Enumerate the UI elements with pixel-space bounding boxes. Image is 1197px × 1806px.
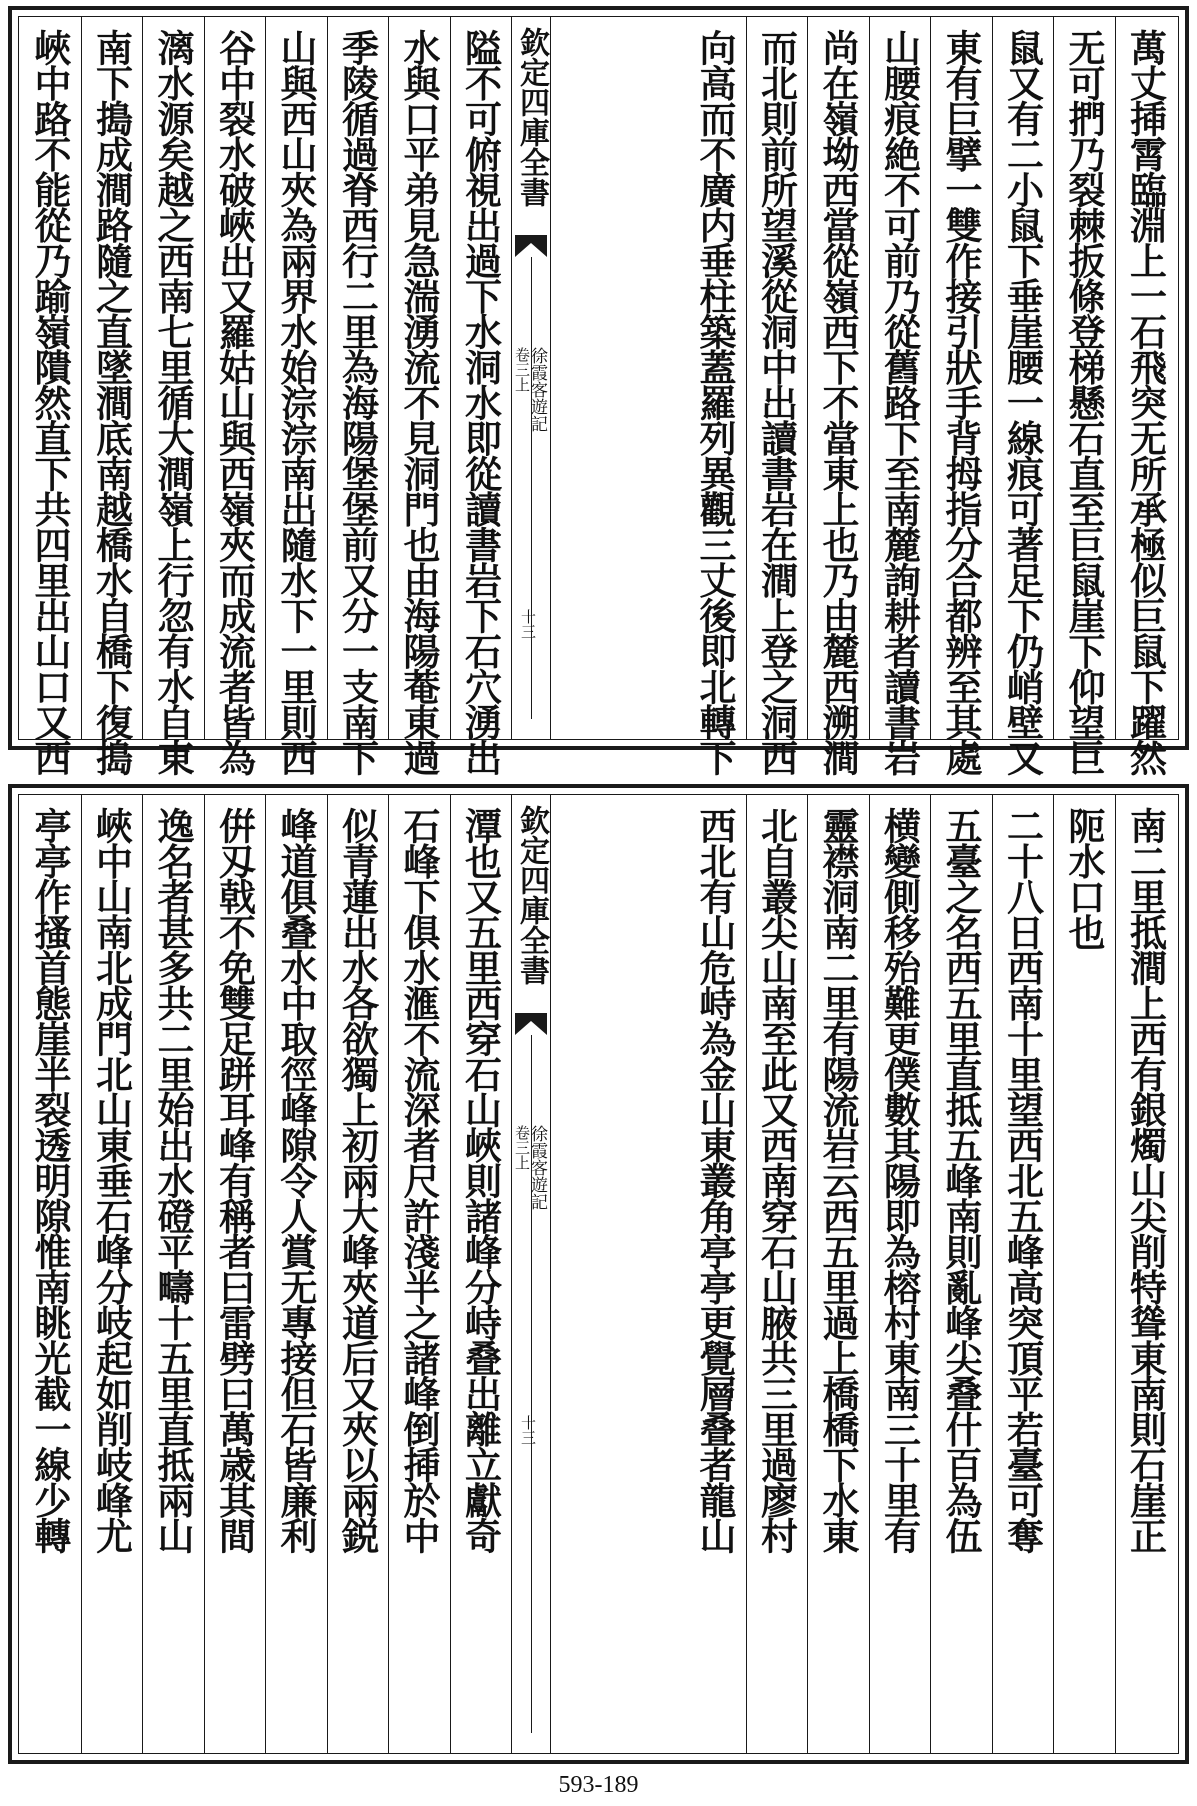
column-text: 似青蓮出水各欲獨上初兩大峰夾道后又夾以兩鋭	[335, 807, 380, 1553]
text-column	[930, 795, 992, 1753]
column-text: 水與口平弟見急湍湧流不見洞門也由海陽菴東過	[397, 29, 441, 775]
column-text: 石峰下俱水滙不流深者尺許淺半之諸峰倒揷於中	[397, 807, 441, 1553]
column-text: 東有巨擘一雙作接引狀手背拇指分合都辨至其處	[939, 29, 983, 775]
text-column	[930, 17, 992, 775]
column-text: 潭也又五里西穿石山峽則諸峰分峙叠出離立獻奇	[458, 807, 503, 1553]
column-text: 尚在嶺坳西當從嶺西下不當東上也乃由麓西溯澗	[816, 29, 860, 775]
column-text: 倂刄戟不免雙足跰耳峰有稱者曰雷劈曰萬歳其間	[212, 807, 257, 1553]
column-rule	[807, 795, 808, 1753]
text-column	[746, 17, 808, 775]
page-number: 593-189	[558, 1772, 639, 1798]
text-column	[19, 795, 81, 1753]
column-text: 山腰痕絶不可前乃從舊路下至南麓詢耕者讀書岩	[877, 29, 922, 775]
bottom-center-page: 十三	[519, 1415, 537, 1445]
text-column	[142, 17, 204, 775]
text-column	[204, 17, 266, 775]
column-rule	[869, 17, 870, 739]
text-column	[19, 17, 81, 775]
column-text: 而北則前所望溪從洞中出讀書岩在澗上登之洞西	[754, 29, 799, 775]
column-text: 季陵循過脊西行二里為海陽堡堡前又分一支南下	[335, 29, 380, 775]
text-column	[807, 17, 869, 775]
bottom-center-title: 欽定四庫全書	[514, 805, 549, 985]
bottom-center-book: 徐霞客遊記	[527, 1125, 547, 1210]
text-column	[1053, 17, 1115, 775]
column-rule	[807, 17, 808, 739]
text-column	[265, 795, 327, 1753]
column-rule	[930, 17, 931, 739]
bottom-page-panel	[8, 784, 1189, 1764]
column-rule	[930, 795, 931, 1753]
text-column	[388, 17, 450, 775]
column-text: 横變側移殆難更僕數其陽即為榕村東南三十里有	[877, 807, 922, 1553]
column-text: 隘不可俯視出過下水洞水即從讀書岩下石穴湧出	[458, 29, 503, 775]
text-column	[746, 795, 808, 1753]
text-column	[327, 795, 389, 1753]
column-text: 靈襟洞南二里有陽流岩云西五里過上橋橋下水東	[816, 807, 860, 1553]
column-text: 逸名者甚多共二里始出水磴平疇十五里直抵兩山	[151, 807, 195, 1553]
top-center-page: 十三	[519, 609, 537, 639]
top-page-frame	[18, 16, 1179, 775]
column-text: 南下搗成澗路隨之直墜澗底南越橋水自橋下復搗	[89, 29, 134, 775]
top-center-rule	[531, 257, 532, 719]
column-rule	[1053, 17, 1054, 739]
column-rule	[1115, 17, 1116, 739]
top-center-book: 徐霞客遊記	[527, 347, 547, 432]
text-column	[869, 795, 931, 1753]
text-column	[327, 17, 389, 775]
top-center-fold	[511, 17, 551, 739]
column-text: 山與西山夾為兩界水始淙淙南出隨水下一里則西	[274, 29, 318, 775]
text-column	[992, 795, 1054, 1753]
column-rule	[746, 17, 747, 739]
top-page-panel	[8, 6, 1189, 775]
bottom-page-frame	[18, 794, 1179, 1754]
text-column	[869, 17, 931, 775]
text-column	[992, 17, 1054, 775]
text-column	[450, 795, 512, 1753]
column-text: 亭亭作搔首態崖半裂透明隙惟南眺光截一線少轉	[28, 807, 72, 1553]
column-text: 五臺之名西五里直抵五峰南則亂峰尖叠什百為伍	[939, 807, 983, 1553]
column-rule	[1115, 795, 1116, 1753]
text-column	[684, 795, 746, 1753]
text-column	[81, 795, 143, 1753]
column-text: 萬丈揷霄臨淵上一石飛突无所承極似巨鼠下躍然	[1123, 29, 1168, 775]
text-column	[142, 795, 204, 1753]
column-text: 峽中山南北成門北山東垂石峰分岐起如削岐峰尤	[89, 807, 134, 1553]
column-text: 二十八日西南十里望西北五峰高突頂平若臺可奪	[1000, 807, 1045, 1553]
text-column	[265, 17, 327, 775]
bottom-fishtail-mark	[515, 1013, 547, 1035]
text-column	[204, 795, 266, 1753]
top-center-title: 欽定四庫全書	[514, 27, 549, 207]
bottom-center-volume: 卷三上	[513, 1125, 531, 1170]
top-fishtail-mark	[515, 235, 547, 257]
column-text: 北自叢尖山南至此又西南穿石山腋共三里過廖村	[754, 807, 799, 1553]
text-column	[1115, 795, 1177, 1753]
column-rule	[992, 795, 993, 1753]
text-column	[81, 17, 143, 775]
column-text: 阨水口也	[1062, 807, 1106, 949]
bottom-center-fold	[511, 795, 551, 1753]
column-text: 鼠又有二小鼠下垂崖腰一線痕可著足下仍峭壁又	[1000, 29, 1045, 775]
column-text: 南二里抵澗上西有銀燭山尖削特聳東南則石崖正	[1123, 807, 1168, 1553]
column-text: 谷中裂水破峽出又羅姑山與西嶺夾而成流者皆為	[212, 29, 257, 775]
text-column	[1115, 17, 1177, 775]
column-text: 峰道俱叠水中取徑峰隙令人賞无專接但石皆廉利	[274, 807, 318, 1553]
column-rule	[746, 795, 747, 1753]
column-text: 向高而不廣内垂柱築蓋羅列異觀三丈後即北轉下	[693, 29, 737, 775]
text-column	[1053, 795, 1115, 1753]
text-column	[684, 17, 746, 775]
column-rule	[869, 795, 870, 1753]
column-rule	[1053, 795, 1054, 1753]
text-column	[450, 17, 512, 775]
column-text: 漓水源矣越之西南七里循大澗嶺上行忽有水自東	[151, 29, 195, 775]
text-column	[807, 795, 869, 1753]
column-text: 峽中路不能從乃踰嶺隤然直下共四里出山口又西	[28, 29, 72, 775]
column-text: 西北有山危峙為金山東叢角亭亭更覺層叠者龍山	[693, 807, 737, 1553]
text-column	[388, 795, 450, 1753]
top-center-volume: 卷三上	[513, 347, 531, 392]
column-text: 无可捫乃裂棘扳條登梯懸石直至巨鼠崖下仰望巨	[1062, 29, 1106, 775]
column-rule	[992, 17, 993, 739]
